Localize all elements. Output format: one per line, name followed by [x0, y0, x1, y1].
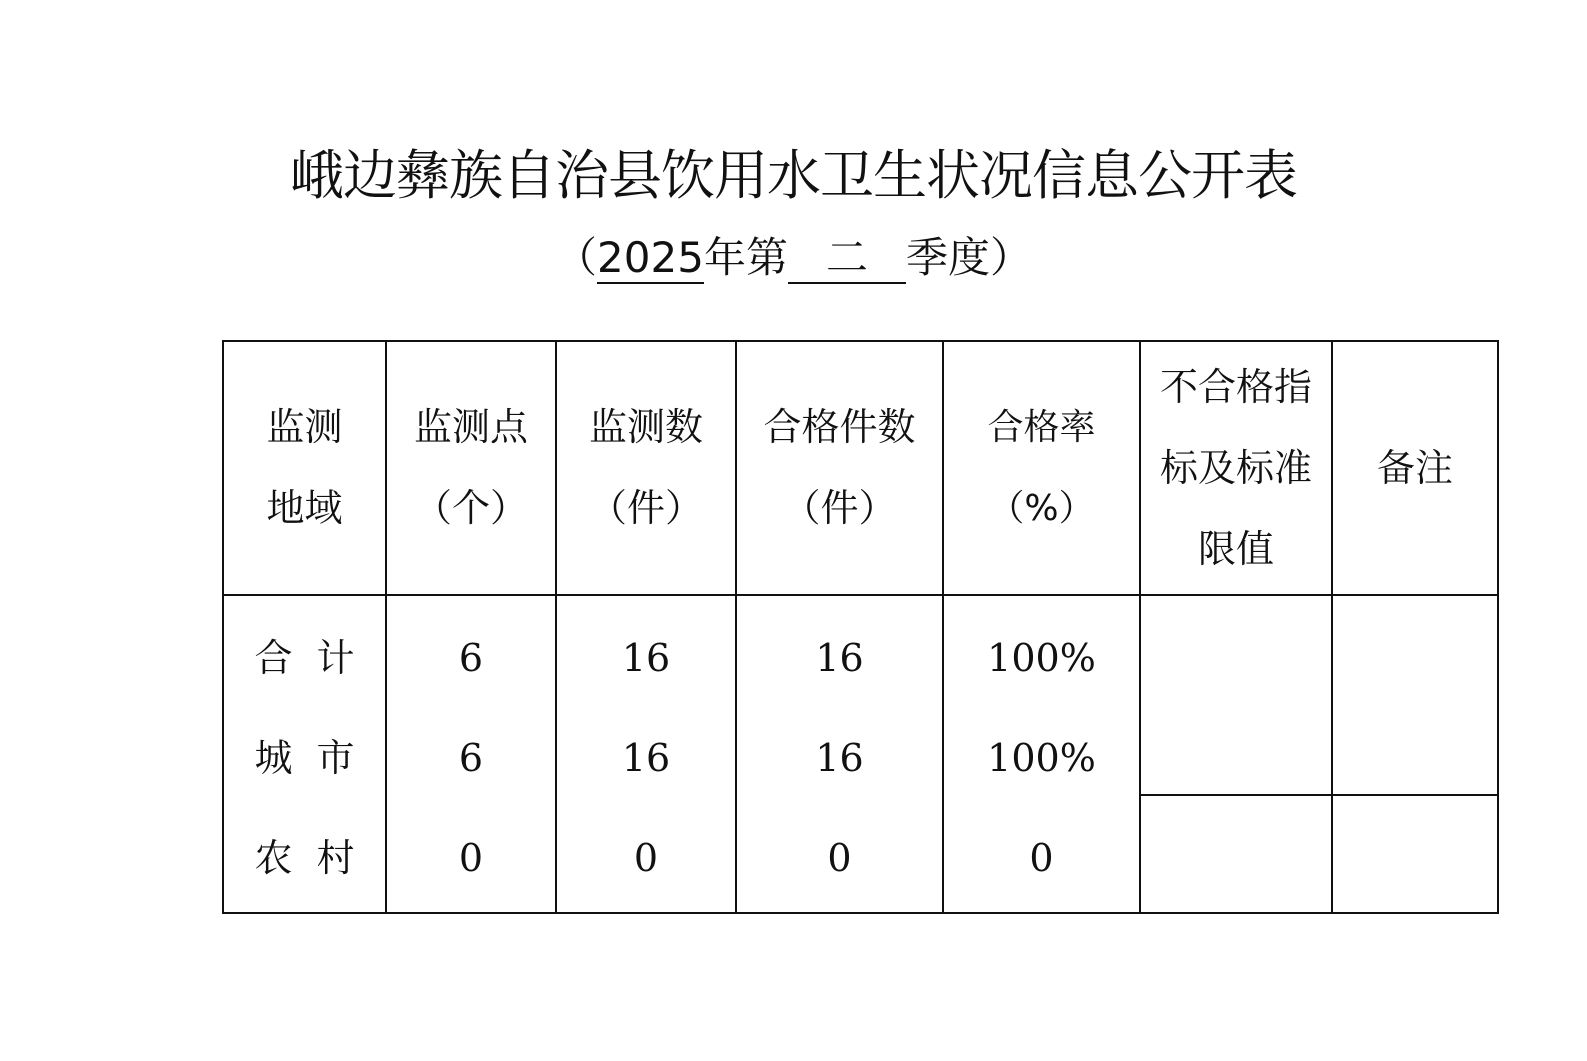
table-header-row [223, 341, 1498, 595]
header-points-line-2: （个） [413, 486, 528, 530]
header-points [386, 341, 556, 595]
header-region [223, 341, 386, 595]
header-remarks-line-1: 备注 [1376, 445, 1453, 490]
rate-total: 100% [987, 636, 1096, 680]
region-rural: 农村 [254, 836, 379, 880]
subtitle-open: （ [555, 233, 598, 282]
subtitle-quarter: 二 [788, 234, 906, 284]
header-region-line-2: 地域 [266, 486, 343, 530]
points-rural: 0 [458, 836, 484, 880]
header-qualified-line-2: （件） [782, 486, 897, 530]
header-rate [943, 341, 1140, 595]
table-body-row [223, 595, 1498, 913]
header-region-line-1: 监测 [266, 405, 343, 449]
subtitle-quarter-suffix: 季度） [905, 233, 1032, 282]
unqualified-cell-upper [1141, 596, 1331, 796]
samples-rural: 0 [633, 836, 659, 880]
samples-total: 16 [621, 636, 671, 680]
region-urban: 城市 [254, 736, 379, 780]
points-urban: 6 [458, 736, 484, 780]
header-points-line-1: 监测点 [413, 405, 528, 449]
header-samples [556, 341, 736, 595]
region-total: 合计 [254, 636, 379, 680]
water-info-table [222, 340, 1499, 914]
header-qualified [736, 341, 943, 595]
unqualified-cell-lower [1141, 796, 1331, 900]
samples-column [556, 595, 736, 913]
qualified-column [736, 595, 943, 913]
rate-rural: 0 [1029, 836, 1054, 880]
header-unqualified [1140, 341, 1332, 595]
samples-urban: 16 [621, 736, 671, 780]
header-qualified-line-1: 合格件数 [763, 405, 916, 449]
points-column [386, 595, 556, 913]
rate-column [943, 595, 1140, 913]
subtitle-year: 2025 [597, 233, 704, 282]
header-samples-line-2: （件） [588, 486, 703, 530]
subtitle-year-suffix: 年第 [703, 233, 788, 282]
qualified-total: 16 [815, 636, 864, 680]
remarks-cell-upper [1333, 596, 1497, 796]
page-title: 峨边彝族自治县饮用水卫生状况信息公开表 [290, 144, 1297, 207]
remarks-column [1332, 595, 1498, 913]
header-rate-line-1: 合格率（%） [987, 407, 1096, 529]
header-unqualified-line-1: 不合格指 [1159, 364, 1312, 409]
points-total: 6 [458, 636, 484, 680]
remarks-cell-lower [1333, 796, 1497, 900]
header-unqualified-line-3: 限值 [1197, 526, 1274, 571]
header-remarks [1332, 341, 1498, 595]
unqualified-column [1140, 595, 1332, 913]
rate-urban: 100% [987, 736, 1096, 780]
region-column [223, 595, 386, 913]
qualified-urban: 16 [815, 736, 864, 780]
header-unqualified-line-2: 标及标准 [1159, 445, 1312, 490]
qualified-rural: 0 [827, 836, 852, 880]
page-subtitle [0, 228, 1587, 288]
header-samples-line-1: 监测数 [588, 405, 703, 449]
